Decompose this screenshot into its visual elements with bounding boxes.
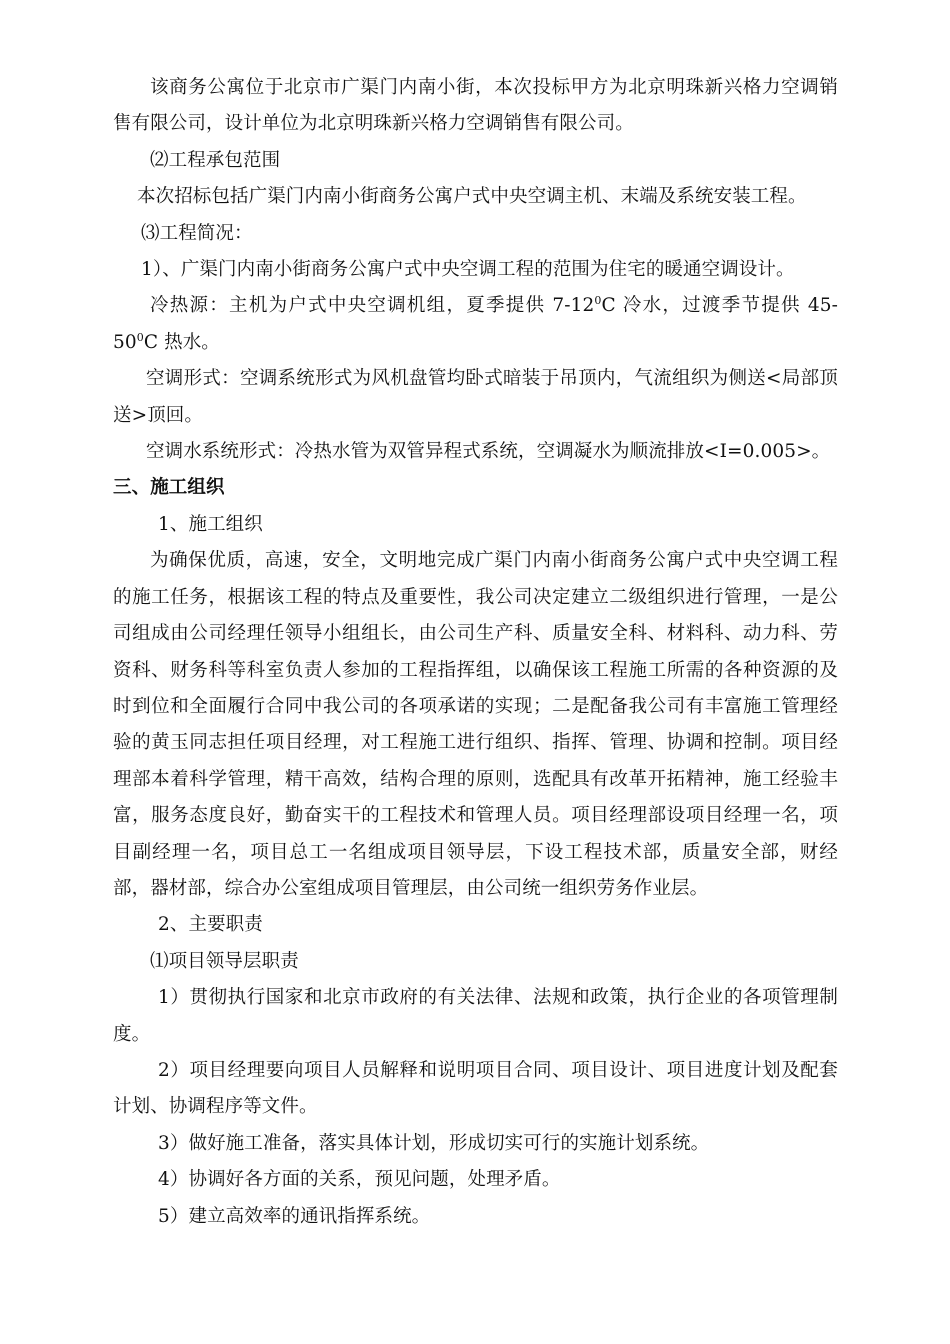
paragraph-scope-heading: ⑵工程承包范围 [150,149,281,171]
list-item-duty-4: 4）协调好各方面的关系，预见问题，处理矛盾。 [158,1169,561,1191]
subheading-construction-org: 1、施工组织 [158,513,263,535]
subheading-leadership-duties: ⑴项目领导层职责 [150,950,299,972]
paragraph-overview-heading: ⑶工程简况： [141,222,253,244]
section-heading-construction-org: 三、施工组织 [113,477,225,499]
paragraph-water-system: 空调水系统形式：冷热水管为双管异程式系统，空调凝水为顺流排放<I=0.005>。 [146,441,831,463]
text-run: C 热水。 [143,331,220,353]
document-body [113,70,838,1235]
list-item-duty-1: 1）贯彻执行国家和北京市政府的有关法律、法规和政策，执行企业的各项管理制度。 [113,987,838,1045]
superscript-degree: 0 [594,294,602,308]
superscript-degree: 0 [136,330,144,344]
list-item-duty-5: 5）建立高效率的通讯指挥系统。 [158,1205,431,1227]
paragraph-bid-scope: 本次招标包括广渠门内南小街商务公寓户式中央空调主机、末端及系统安装工程。 [137,186,807,208]
paragraph-heat-cold-source [113,288,838,361]
list-item-duty-2: 2）项目经理要向项目人员解释和说明项目合同、项目设计、项目进度计划及配套计划、协调程序等文件。 [113,1059,838,1118]
list-item-duty-3: 3）做好施工准备，落实具体计划，形成切实可行的实施计划系统。 [158,1132,710,1154]
text-run: C 冷水，过渡季节提供 45-50 [113,295,838,353]
subheading-main-duties: 2、主要职责 [158,914,263,936]
paragraph-design-range: 1）、广渠门内南小街商务公寓户式中央空调工程的范围为住宅的暖通空调设计。 [141,259,795,281]
text-run: 冷热源：主机为户式中央空调机组，夏季提供 7-12 [150,295,595,317]
paragraph-ac-form: 空调形式：空调系统形式为风机盘管均卧式暗装于吊顶内，气流组织为侧送<局部顶送>顶回。 [113,368,838,426]
paragraph-project-location: 该商务公寓位于北京市广渠门内南小街，本次投标甲方为北京明珠新兴格力空调销售有限公司，设计单位为北京明珠新兴格力空调销售有限公司。 [113,77,838,135]
paragraph-organization-details: 为确保优质，高速，安全，文明地完成广渠门内南小街商务公寓户式中央空调工程的施工任务，根据该工程的特点及重要性，我公司决定建立二级组织进行管理，一是公司组成由公司经理任领导小组组长，由公司生产科、质量安全科、材料科、动力科、劳资科、财务科等科室负责人参加的工程指挥组，以确保该工程施工所需的各种资源的及时到位和全面履行合同中我公司的各项承诺的实现；二是配备我公司有丰富施工管理经验的黄玉同志担任项目经理，对工程施工进行组织、指挥、管理、协调和控制。项目经理部本着科学管理，精干高效，结构合理的原则，选配具有改革开拓精神，施工经验丰富，服务态度良好，勤奋实干的工程技术和管理人员。项目经理部设项目经理一名，项目副经理一名，项目总工一名组成项目领导层，下设工程技术部，质量安全部，财经部，器材部，综合办公室组成项目管理层，由公司统一组织劳务作业层。 [113,550,838,899]
